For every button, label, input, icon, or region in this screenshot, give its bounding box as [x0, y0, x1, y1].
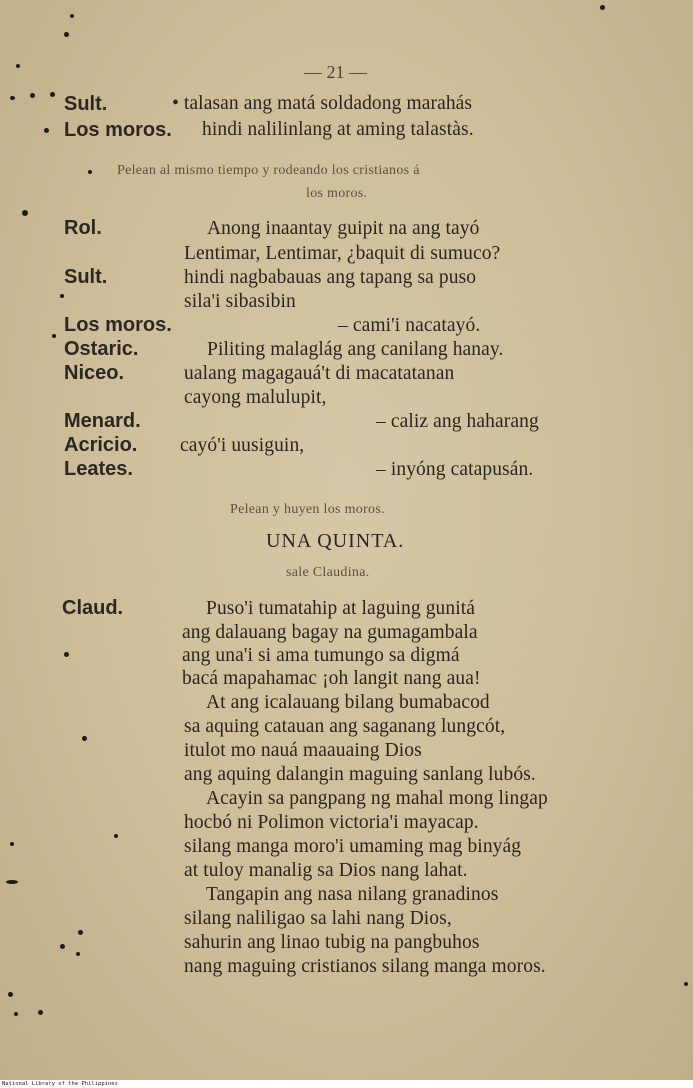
- ink-speck: [64, 652, 69, 657]
- speaker-label: Leates.: [64, 458, 133, 480]
- verse-line: • talasan ang matá soldadong marahás: [172, 93, 473, 114]
- verse-line: itulot mo nauá maauaing Dios: [184, 740, 422, 761]
- verse-line: Lentimar, Lentimar, ¿baquit di sumuco?: [184, 243, 501, 264]
- verse-line: ualang magagauá't di macatatanan: [184, 363, 455, 384]
- ink-speck: [30, 93, 35, 98]
- verse-line: Tangapin ang nasa nilang granadinos: [206, 884, 499, 905]
- ink-speck: [600, 5, 605, 10]
- speaker-label: Los moros.: [64, 119, 172, 141]
- verse-line: bacá mapahamac ¡oh langit nang aua!: [182, 668, 481, 689]
- verse-line: at tuloy manalig sa Dios nang lahat.: [184, 860, 468, 881]
- ink-speck: [10, 842, 14, 846]
- verse-line: ang dalauang bagay na gumagambala: [182, 622, 478, 643]
- ink-speck: [50, 92, 55, 97]
- ink-speck: [60, 294, 64, 298]
- verse-line: hocbó ni Polimon victoria'i mayacap.: [184, 812, 479, 833]
- ink-speck: [114, 834, 118, 838]
- stage-direction: sale Claudina.: [286, 565, 370, 580]
- ink-speck: [52, 334, 56, 338]
- verse-line: – cami'i nacatayó.: [338, 315, 481, 336]
- ink-speck: [44, 128, 49, 133]
- verse-line: – caliz ang haharang: [376, 411, 539, 432]
- ink-speck: [684, 982, 688, 986]
- speaker-label: Rol.: [64, 217, 102, 239]
- ink-speck: [88, 170, 92, 174]
- verse-line: Puso'i tumatahip at laguing gunitá: [206, 598, 476, 619]
- verse-line: Anong inaantay guipit na ang tayó: [207, 218, 480, 239]
- stage-direction: Pelean y huyen los moros.: [230, 502, 385, 517]
- library-credit: National Library of the Philippines: [2, 1081, 118, 1087]
- verse-line: sila'i sibasibin: [184, 291, 296, 312]
- ink-speck: [8, 992, 13, 997]
- ink-speck: [14, 1012, 18, 1016]
- ink-speck: [16, 64, 20, 68]
- speaker-label: Niceo.: [64, 362, 125, 384]
- scene-title: UNA QUINTA.: [266, 530, 405, 552]
- verse-line: sahurin ang linao tubig na pangbuhos: [184, 932, 480, 953]
- verse-line: silang manga moro'i umaming mag binyág: [184, 836, 522, 857]
- ink-speck: [64, 32, 69, 37]
- stage-direction: los moros.: [306, 186, 368, 201]
- verse-line: ang una'i si ama tumungo sa digmá: [182, 645, 460, 666]
- page-number: — 21 —: [304, 62, 367, 82]
- verse-line: nang maguing cristianos silang manga moros.: [184, 956, 546, 977]
- verse-line: cayong malulupit,: [184, 387, 327, 408]
- speaker-label: Menard.: [64, 410, 141, 432]
- ink-speck: [76, 952, 80, 956]
- verse-line: Piliting malaglág ang canilang hanay.: [207, 339, 504, 360]
- speaker-label: Ostaric.: [64, 338, 139, 360]
- verse-line: hindi nalilinlang at aming talastàs.: [202, 119, 474, 140]
- speaker-label: Los moros.: [64, 314, 172, 336]
- ink-speck: [10, 96, 15, 100]
- ink-speck: [6, 880, 18, 884]
- verse-line: cayó'i uusiguin,: [180, 435, 305, 456]
- ink-speck: [38, 1010, 43, 1015]
- speaker-label: Sult.: [64, 266, 108, 288]
- ink-speck: [82, 736, 87, 741]
- verse-line: hindi nagbabauas ang tapang sa puso: [184, 267, 477, 288]
- stage-direction: Pelean al mismo tiempo y rodeando los cristianos á: [117, 163, 420, 178]
- speaker-label: Claud.: [62, 597, 124, 619]
- verse-line: sa aquing catauan ang saganang lungcót,: [184, 716, 506, 737]
- verse-line: silang naliligao sa lahi nang Dios,: [184, 908, 452, 929]
- verse-line: ang aquing dalangin maguing sanlang lubós.: [184, 764, 536, 785]
- speaker-label: Sult.: [64, 93, 108, 115]
- ink-speck: [70, 14, 74, 18]
- verse-line: Acayin sa pangpang ng mahal mong lingap: [206, 788, 548, 809]
- verse-line: At ang icalauang bilang bumabacod: [206, 692, 490, 713]
- ink-speck: [60, 944, 65, 949]
- ink-speck: [22, 210, 28, 216]
- verse-line: – inyóng catapusán.: [376, 459, 534, 480]
- speaker-label: Acricio.: [64, 434, 138, 456]
- ink-speck: [78, 930, 83, 935]
